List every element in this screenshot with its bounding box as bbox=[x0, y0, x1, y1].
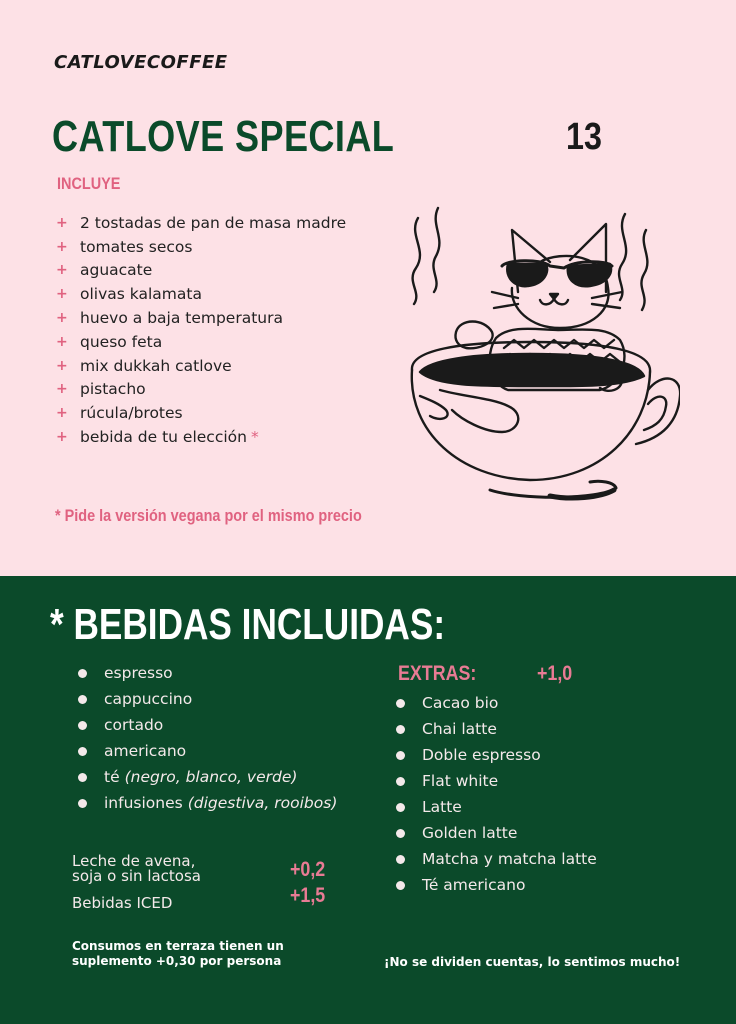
plus-icon: + bbox=[56, 214, 68, 231]
ingredient-list bbox=[56, 211, 346, 449]
plus-icon: + bbox=[56, 286, 68, 303]
bullet-icon bbox=[78, 747, 104, 756]
milk-options-label: Leche de avena, soja o sin lactosa bbox=[72, 852, 201, 885]
included-drinks-title: * BEBIDAS INCLUIDAS: bbox=[50, 600, 446, 649]
extras-list bbox=[396, 690, 597, 898]
bullet-icon bbox=[78, 669, 104, 678]
bullet-icon bbox=[78, 721, 104, 730]
bullet-icon bbox=[396, 855, 422, 864]
plus-icon: + bbox=[56, 333, 68, 350]
bullet-icon bbox=[396, 829, 422, 838]
ingredient-item: + 2 tostadas de pan de masa madre bbox=[56, 213, 347, 232]
ingredient-item: + olivas kalamata bbox=[56, 285, 202, 304]
iced-label: Bebidas ICED bbox=[72, 894, 173, 912]
plus-icon: + bbox=[56, 238, 68, 255]
ingredient-item: + rúcula/brotes bbox=[56, 404, 183, 423]
extra-item: Latte bbox=[396, 794, 597, 820]
drink-item: cappuccino bbox=[78, 686, 337, 712]
ingredient-item: + tomates secos bbox=[56, 237, 193, 256]
extra-item: Chai latte bbox=[396, 716, 597, 742]
plus-icon: + bbox=[56, 381, 68, 398]
ingredient-item: + huevo a baja temperatura bbox=[56, 309, 283, 328]
special-title: CATLOVE SPECIAL bbox=[52, 112, 395, 161]
extra-item: Doble espresso bbox=[396, 742, 597, 768]
ingredient-item: + bebida de tu elección * bbox=[56, 428, 259, 447]
ingredient-item: + queso feta bbox=[56, 332, 163, 351]
ingredient-item: + mix dukkah catlove bbox=[56, 356, 232, 375]
extras-price: +1,0 bbox=[537, 662, 573, 685]
special-price: 13 bbox=[566, 116, 602, 158]
extra-item: Té americano bbox=[396, 872, 597, 898]
bullet-icon bbox=[396, 751, 422, 760]
ingredient-item: + aguacate bbox=[56, 261, 153, 280]
extra-item: Golden latte bbox=[396, 820, 597, 846]
bullet-icon bbox=[396, 803, 422, 812]
ingredient-item: + pistacho bbox=[56, 380, 146, 399]
plus-icon: + bbox=[56, 357, 68, 374]
no-split-bill-note: ¡No se dividen cuentas, lo sentimos mucho! bbox=[384, 955, 681, 969]
plus-icon: + bbox=[56, 429, 68, 446]
cat-in-cup-illustration bbox=[400, 200, 680, 510]
drink-item: infusiones (digestiva, rooibos) bbox=[78, 790, 337, 816]
bullet-icon bbox=[78, 799, 104, 808]
plus-icon: + bbox=[56, 405, 68, 422]
bullet-icon bbox=[396, 881, 422, 890]
drink-item: espresso bbox=[78, 660, 337, 686]
asterisk-mark: * bbox=[250, 428, 259, 447]
vegan-note: * Pide la versión vegana por el mismo precio bbox=[55, 506, 362, 525]
plus-icon: + bbox=[56, 262, 68, 279]
extra-item: Cacao bio bbox=[396, 690, 597, 716]
drink-item: té (negro, blanco, verde) bbox=[78, 764, 337, 790]
milk-price: +0,2 bbox=[290, 858, 326, 881]
bullet-icon bbox=[396, 777, 422, 786]
bullet-icon bbox=[78, 695, 104, 704]
bullet-icon bbox=[396, 725, 422, 734]
extras-label: EXTRAS: bbox=[398, 662, 477, 685]
extra-item: Flat white bbox=[396, 768, 597, 794]
included-drinks-list bbox=[78, 660, 337, 816]
brand-logo: CATLOVECOFFEE bbox=[54, 52, 228, 73]
drink-item: americano bbox=[78, 738, 337, 764]
bullet-icon bbox=[78, 773, 104, 782]
drink-item: cortado bbox=[78, 712, 337, 738]
terrace-surcharge-note: Consumos en terraza tienen un suplemento +0,30 por persona bbox=[72, 939, 284, 968]
iced-price: +1,5 bbox=[290, 884, 326, 907]
plus-icon: + bbox=[56, 310, 68, 327]
includes-label: INCLUYE bbox=[57, 174, 121, 193]
extra-item: Matcha y matcha latte bbox=[396, 846, 597, 872]
bullet-icon bbox=[396, 699, 422, 708]
